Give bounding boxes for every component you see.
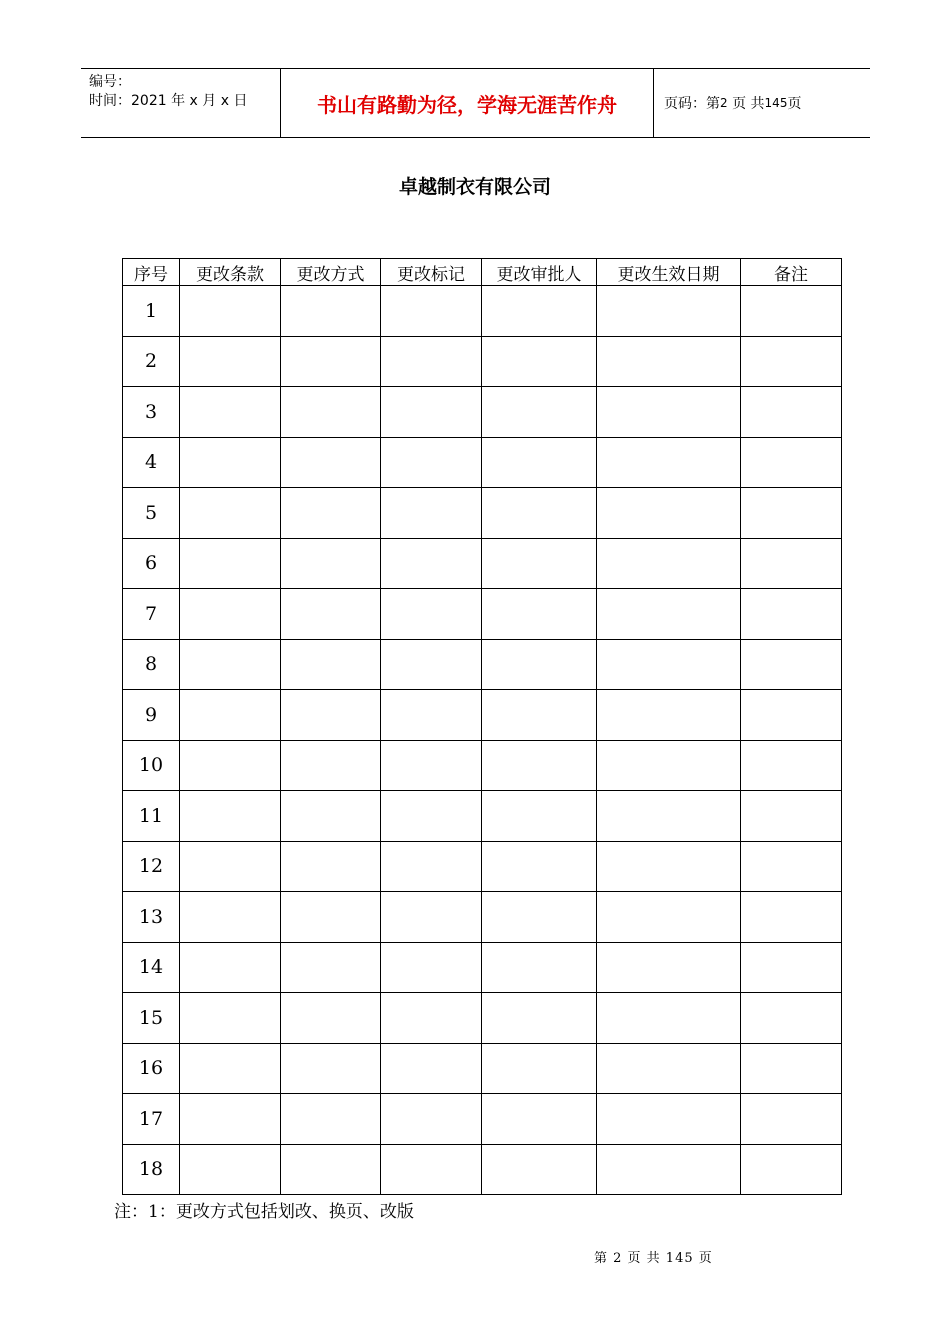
table-row xyxy=(123,1094,842,1145)
table-cell xyxy=(741,1043,842,1094)
row-number: 16 xyxy=(123,1043,180,1094)
column-header: 序号 xyxy=(123,259,180,286)
row-number: 6 xyxy=(123,538,180,589)
row-number: 5 xyxy=(123,488,180,539)
table-cell xyxy=(741,1094,842,1145)
table-row xyxy=(123,841,842,892)
row-number: 12 xyxy=(123,841,180,892)
table-cell xyxy=(597,437,741,488)
row-number: 4 xyxy=(123,437,180,488)
table-cell xyxy=(597,740,741,791)
table-cell xyxy=(180,437,281,488)
table-cell xyxy=(381,791,482,842)
table-cell xyxy=(281,740,381,791)
table-cell xyxy=(281,488,381,539)
table-cell xyxy=(180,740,281,791)
table-cell xyxy=(741,1144,842,1195)
row-number: 2 xyxy=(123,336,180,387)
table-cell xyxy=(180,841,281,892)
table-cell xyxy=(597,1144,741,1195)
table-cell xyxy=(281,993,381,1044)
column-header: 更改方式 xyxy=(281,259,381,286)
table-cell xyxy=(381,892,482,943)
table-cell xyxy=(180,892,281,943)
table-cell xyxy=(482,286,597,337)
row-number: 15 xyxy=(123,993,180,1044)
table-row xyxy=(123,993,842,1044)
table-cell xyxy=(597,286,741,337)
table-cell xyxy=(180,488,281,539)
column-header: 备注 xyxy=(741,259,842,286)
table-cell xyxy=(597,841,741,892)
row-number: 3 xyxy=(123,387,180,438)
row-number: 13 xyxy=(123,892,180,943)
table-row xyxy=(123,488,842,539)
table-row xyxy=(123,740,842,791)
table-cell xyxy=(741,639,842,690)
table-cell xyxy=(381,286,482,337)
table-cell xyxy=(597,336,741,387)
table-cell xyxy=(281,892,381,943)
table-row xyxy=(123,791,842,842)
table-cell xyxy=(741,690,842,741)
table-cell xyxy=(482,942,597,993)
document-title: 卓越制衣有限公司 xyxy=(398,176,551,198)
row-number: 14 xyxy=(123,942,180,993)
table-cell xyxy=(482,336,597,387)
table-cell xyxy=(381,993,482,1044)
table-cell xyxy=(180,639,281,690)
table-cell xyxy=(741,336,842,387)
page-prefix: 页码：第 xyxy=(664,96,720,112)
table-cell xyxy=(482,892,597,943)
table-cell xyxy=(381,690,482,741)
row-number: 17 xyxy=(123,1094,180,1145)
table-cell xyxy=(281,387,381,438)
table-cell xyxy=(482,993,597,1044)
table-cell xyxy=(381,488,482,539)
column-header: 更改生效日期 xyxy=(597,259,741,286)
table-cell xyxy=(180,589,281,640)
table-cell xyxy=(482,841,597,892)
table-cell xyxy=(381,942,482,993)
header-motto: 书山有路勤为径，学海无涯苦作舟 xyxy=(281,69,654,137)
table-row xyxy=(123,286,842,337)
table-cell xyxy=(741,538,842,589)
table-row xyxy=(123,1144,842,1195)
page-total: 145 xyxy=(764,96,788,110)
page-suffix: 页 xyxy=(787,96,802,112)
table-cell xyxy=(597,993,741,1044)
row-number: 8 xyxy=(123,639,180,690)
table-row xyxy=(123,1043,842,1094)
table-cell xyxy=(482,538,597,589)
table-row xyxy=(123,639,842,690)
column-header: 更改标记 xyxy=(381,259,482,286)
header-page-info xyxy=(654,69,870,137)
table-cell xyxy=(381,538,482,589)
column-header: 更改审批人 xyxy=(482,259,597,286)
table-cell xyxy=(597,387,741,438)
table-cell xyxy=(281,336,381,387)
table-cell xyxy=(281,841,381,892)
table-cell xyxy=(741,286,842,337)
table-cell xyxy=(381,387,482,438)
table-cell xyxy=(281,942,381,993)
table-cell xyxy=(741,437,842,488)
table-cell xyxy=(281,589,381,640)
table-cell xyxy=(281,1043,381,1094)
table-cell xyxy=(381,841,482,892)
table-cell xyxy=(180,336,281,387)
table-cell xyxy=(281,1094,381,1145)
table-cell xyxy=(180,942,281,993)
table-cell xyxy=(381,1043,482,1094)
table-cell xyxy=(597,488,741,539)
table-cell xyxy=(597,639,741,690)
table-row xyxy=(123,892,842,943)
table-cell xyxy=(597,589,741,640)
table-cell xyxy=(741,488,842,539)
table-cell xyxy=(180,993,281,1044)
table-cell xyxy=(597,538,741,589)
table-cell xyxy=(381,1144,482,1195)
revision-table xyxy=(122,258,842,1195)
column-header: 更改条款 xyxy=(180,259,281,286)
table-row xyxy=(123,589,842,640)
table-cell xyxy=(482,589,597,640)
table-cell xyxy=(741,841,842,892)
time-label: 时间：2021 年 x 月 x 日 xyxy=(89,93,248,109)
table-cell xyxy=(180,1144,281,1195)
row-number: 9 xyxy=(123,690,180,741)
table-cell xyxy=(482,437,597,488)
table-cell xyxy=(597,942,741,993)
table-cell xyxy=(741,892,842,943)
table-cell xyxy=(482,1043,597,1094)
table-cell xyxy=(482,387,597,438)
table-cell xyxy=(741,791,842,842)
row-number: 10 xyxy=(123,740,180,791)
table-row xyxy=(123,538,842,589)
table-row xyxy=(123,690,842,741)
page-header xyxy=(81,68,870,138)
table-cell xyxy=(180,791,281,842)
table-cell xyxy=(482,1144,597,1195)
row-number: 18 xyxy=(123,1144,180,1195)
table-cell xyxy=(597,892,741,943)
table-cell xyxy=(180,286,281,337)
table-cell xyxy=(381,437,482,488)
table-cell xyxy=(597,1094,741,1145)
table-cell xyxy=(281,690,381,741)
row-number: 7 xyxy=(123,589,180,640)
table-cell xyxy=(281,791,381,842)
table-cell xyxy=(597,690,741,741)
table-cell xyxy=(180,1043,281,1094)
table-cell xyxy=(482,740,597,791)
table-cell xyxy=(482,690,597,741)
table-cell xyxy=(597,1043,741,1094)
table-cell xyxy=(482,488,597,539)
table-cell xyxy=(281,286,381,337)
table-cell xyxy=(281,639,381,690)
table-cell xyxy=(281,538,381,589)
table-cell xyxy=(482,639,597,690)
page-footer: 第 2 页 共 145 页 xyxy=(594,1251,713,1266)
table-cell xyxy=(741,740,842,791)
table-cell xyxy=(180,387,281,438)
table-header-row xyxy=(123,259,842,286)
table-cell xyxy=(180,1094,281,1145)
table-cell xyxy=(381,740,482,791)
table-cell xyxy=(381,639,482,690)
table-cell xyxy=(381,589,482,640)
table-cell xyxy=(281,437,381,488)
table-row xyxy=(123,942,842,993)
table-cell xyxy=(597,791,741,842)
table-row xyxy=(123,336,842,387)
page-mid: 页 共 xyxy=(732,96,765,112)
table-cell xyxy=(180,690,281,741)
table-cell xyxy=(381,1094,482,1145)
table-row xyxy=(123,437,842,488)
table-cell xyxy=(281,1144,381,1195)
table-cell xyxy=(482,1094,597,1145)
table-cell xyxy=(741,589,842,640)
table-cell xyxy=(381,336,482,387)
row-number: 1 xyxy=(123,286,180,337)
table-cell xyxy=(741,942,842,993)
table-cell xyxy=(741,387,842,438)
table-cell xyxy=(741,993,842,1044)
number-label: 编号： xyxy=(89,74,131,90)
table-cell xyxy=(482,791,597,842)
table-row xyxy=(123,387,842,438)
table-cell xyxy=(180,538,281,589)
row-number: 11 xyxy=(123,791,180,842)
header-meta xyxy=(81,69,281,137)
table-note: 注：1：更改方式包括划改、换页、改版 xyxy=(114,1202,414,1222)
page-current: 2 xyxy=(720,96,728,110)
